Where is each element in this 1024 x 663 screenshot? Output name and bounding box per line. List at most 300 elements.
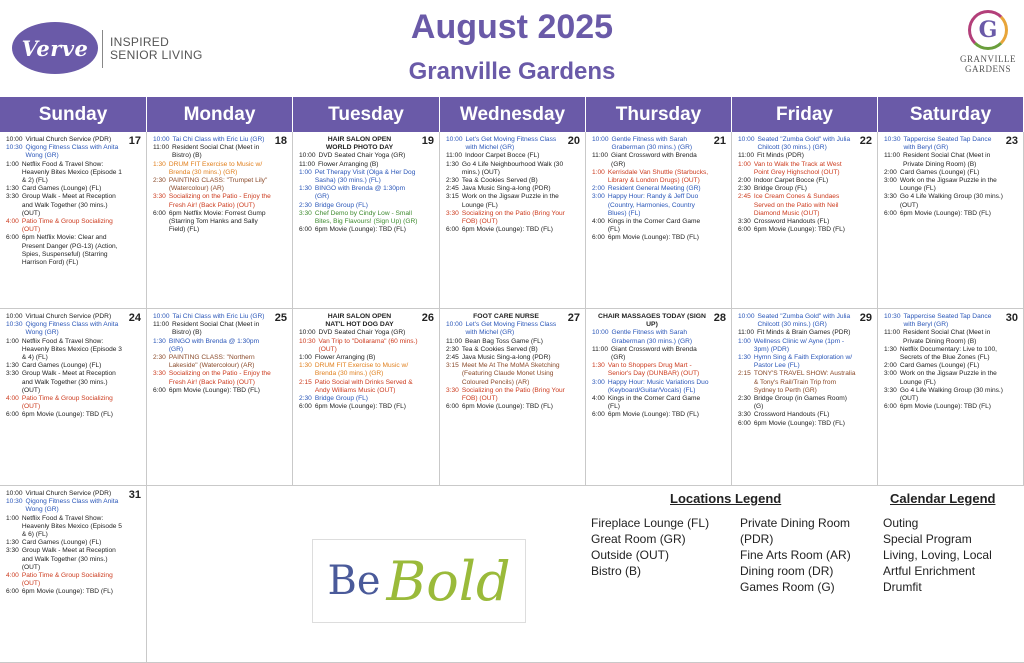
event-time: 11:00 xyxy=(738,329,755,337)
event-description: Work on the Jigsaw Puzzle in the Lounge (FL) xyxy=(899,177,997,193)
location-legend-item: Fine Arts Room (AR) xyxy=(740,548,851,562)
event-time: 10:00 xyxy=(153,313,170,320)
day-note: CHAIR MASSAGES TODAY (SIGN UP) xyxy=(598,313,706,329)
event-description: Socializing on the Patio - Enjoy the Fresh Air! (Back Patio) (OUT) xyxy=(168,370,271,386)
event-time: 1:00 xyxy=(6,160,19,168)
page-subtitle: Granville Gardens xyxy=(408,58,616,85)
day-cell-29[interactable] xyxy=(732,309,878,486)
calendar-legend-item-special: Special Program xyxy=(883,532,972,546)
event-item[interactable] xyxy=(6,234,127,267)
event-time: 10:00 xyxy=(738,136,755,143)
event-item[interactable] xyxy=(592,136,712,152)
event-item[interactable] xyxy=(446,161,566,177)
event-description: Bridge Group (in Games Room) (G) xyxy=(753,395,847,411)
calendar-legend-item-living: Living, Loving, Local xyxy=(883,548,992,562)
day-cell-19[interactable] xyxy=(293,132,440,309)
day-cell-20[interactable] xyxy=(440,132,586,309)
event-description: Seated "Zumba Gold" with Julia Chilcott (30 mins.) (GR) xyxy=(757,313,851,329)
event-item[interactable] xyxy=(446,136,566,152)
event-description: Go 4 Life Walking Group (30 mins.) (OUT) xyxy=(899,386,1003,403)
event-item[interactable] xyxy=(299,395,420,403)
day-header-friday: Friday xyxy=(732,97,877,132)
event-item[interactable] xyxy=(738,354,858,370)
event-description: 6pm Movie (Lounge): TBD (FL) xyxy=(899,403,991,411)
event-item[interactable] xyxy=(6,395,127,411)
gg-name-line-1: GRANVILLE xyxy=(960,54,1016,64)
event-item[interactable] xyxy=(738,218,858,226)
event-item[interactable] xyxy=(299,403,420,411)
event-item[interactable] xyxy=(153,354,273,370)
event-item[interactable] xyxy=(6,370,127,395)
event-description: Flower Arranging (B) xyxy=(318,160,379,168)
event-description: Wellness Clinic w/ Ayne (1pm - 3pm) (PDR) xyxy=(753,337,845,353)
event-item[interactable] xyxy=(6,411,127,419)
event-item[interactable] xyxy=(738,226,858,234)
event-time: 10:30 xyxy=(6,321,23,329)
event-item[interactable] xyxy=(592,395,712,411)
event-item[interactable] xyxy=(446,152,566,160)
location-legend-item: Bistro (B) xyxy=(591,564,642,578)
event-time: 2:00 xyxy=(592,185,605,193)
event-description: Java Music Sing-a-long (PDR) xyxy=(461,354,551,362)
event-description: 6pm Movie (Lounge): TBD (FL) xyxy=(314,226,406,234)
event-item[interactable] xyxy=(299,152,420,160)
event-item[interactable] xyxy=(592,152,712,168)
event-item[interactable] xyxy=(592,193,712,218)
event-item[interactable] xyxy=(6,515,127,540)
event-description: Happy Hour: Randy & Jeff Duo (Country, Harmonies, Country Blues) (FL) xyxy=(607,193,699,217)
event-item[interactable] xyxy=(446,387,566,403)
event-description: Netflix Food & Travel Show: Heavenly Bites Mexico (Episode 1 & 2) (FL) xyxy=(21,160,122,185)
event-item[interactable] xyxy=(738,370,858,395)
event-item[interactable] xyxy=(592,411,712,419)
event-item[interactable] xyxy=(6,498,127,514)
event-description: Van to Shoppers Drug Mart - Senior's Day (DUNBAR) (OUT) xyxy=(607,362,700,378)
event-time: 10:30 xyxy=(6,498,23,506)
event-time: 6:00 xyxy=(6,411,19,419)
event-time: 1:30 xyxy=(153,160,166,168)
event-item[interactable] xyxy=(6,490,127,498)
day-cell-18[interactable] xyxy=(147,132,293,309)
location-legend-item: Dining room (DR) xyxy=(740,564,834,578)
event-time: 1:30 xyxy=(299,362,312,370)
event-description: Resident Social Chat (Meet in Bistro) (B) xyxy=(172,321,260,337)
event-time: 11:00 xyxy=(299,160,316,168)
event-description: Fit Minds (PDR) xyxy=(757,152,804,160)
event-time: 3:00 xyxy=(592,378,605,386)
event-time: 6:00 xyxy=(884,209,897,217)
event-item[interactable] xyxy=(446,346,566,354)
event-description: 6pm Movie (Lounge): TBD (FL) xyxy=(461,226,553,234)
location-legend-item: Private Dining Room xyxy=(740,516,851,530)
event-item[interactable] xyxy=(299,379,420,395)
event-description: PAINTING CLASS: "Northern Lakeside" (Watercolour) (AR) xyxy=(168,354,255,370)
event-item[interactable] xyxy=(446,177,566,185)
event-item[interactable] xyxy=(592,185,712,193)
event-time: 6:00 xyxy=(738,226,751,234)
event-description: Work on the Jigsaw Puzzle in the Lounge (FL) xyxy=(461,193,559,209)
event-item[interactable] xyxy=(738,420,858,428)
event-description: Socializing on the Patio (Bring Your FOB) (OUT) xyxy=(461,209,565,226)
event-item[interactable] xyxy=(6,136,127,144)
event-item[interactable] xyxy=(299,338,420,354)
date-number: 25 xyxy=(274,312,287,324)
empty-cell xyxy=(147,486,293,663)
date-number: 27 xyxy=(567,312,580,324)
event-item[interactable] xyxy=(884,346,1004,362)
event-description: Chef Demo by Cindy Low - Small Bites, Big Flavours! (Sign Up) (GR) xyxy=(314,209,418,226)
event-item[interactable] xyxy=(6,572,127,588)
event-time: 11:00 xyxy=(592,345,609,353)
event-item[interactable] xyxy=(884,313,1004,329)
event-item[interactable] xyxy=(153,313,273,321)
event-description: Qigong Fitness Class with Anita Wong (GR) xyxy=(25,498,119,514)
granville-gardens-name xyxy=(958,54,1018,74)
event-time: 1:30 xyxy=(153,337,166,345)
day-cell-31[interactable] xyxy=(0,486,147,663)
event-time: 6:00 xyxy=(6,588,19,596)
event-description: Let's Get Moving Fitness Class with Michel (GR) xyxy=(465,136,557,152)
event-description: 6pm Movie (Lounge): TBD (FL) xyxy=(461,403,553,411)
event-item[interactable] xyxy=(6,161,127,186)
event-item[interactable] xyxy=(299,202,420,210)
event-time: 1:00 xyxy=(6,514,19,522)
event-description: 6pm Movie (Lounge): TBD (FL) xyxy=(168,386,260,394)
event-description: Group Walk - Meet at Reception and Walk Together (30 mins.) (OUT) xyxy=(21,193,116,217)
event-time: 1:00 xyxy=(6,337,19,345)
event-time: 3:30 xyxy=(153,370,166,378)
event-item[interactable] xyxy=(592,362,712,378)
event-description: 6pm Movie (Lounge): TBD (FL) xyxy=(21,588,113,596)
event-item[interactable] xyxy=(299,210,420,226)
event-item[interactable] xyxy=(884,370,1004,386)
event-description: Netflix Documentary: Live to 100, Secrets of the Blue Zones (FL) xyxy=(899,345,997,362)
event-description: Indoor Carpet Bocce (FL) xyxy=(465,152,540,160)
event-time: 3:30 xyxy=(446,209,459,217)
day-cell-28[interactable] xyxy=(586,309,732,486)
event-item[interactable] xyxy=(6,313,127,321)
day-header-saturday: Saturday xyxy=(878,97,1023,132)
event-description: 6pm Movie (Lounge): TBD (FL) xyxy=(607,411,699,419)
event-description: Patio Social with Drinks Served & Andy Williams Music (OUT) xyxy=(314,378,413,394)
event-description: Qigong Fitness Class with Anita Wong (GR) xyxy=(25,144,119,160)
event-time: 3:00 xyxy=(592,193,605,201)
date-number: 29 xyxy=(859,312,872,324)
date-number: 20 xyxy=(567,135,580,147)
event-description: 6pm Movie (Lounge): TBD (FL) xyxy=(753,226,845,234)
day-header-sunday: Sunday xyxy=(0,97,146,132)
location-legend-item: (PDR) xyxy=(740,532,774,546)
event-description: Tappercise Seated Tap Dance with Beryl (GR) xyxy=(903,313,992,329)
event-item[interactable] xyxy=(884,329,1004,345)
event-time: 1:00 xyxy=(738,337,751,345)
event-description: Bridge Group (FL) xyxy=(753,185,807,193)
event-item[interactable] xyxy=(738,177,858,185)
event-item[interactable] xyxy=(446,321,566,337)
event-time: 2:00 xyxy=(884,362,897,370)
event-item[interactable] xyxy=(738,313,858,329)
event-time: 3:00 xyxy=(884,370,897,378)
event-description: Seated "Zumba Gold" with Julia Chilcott (30 mins.) (GR) xyxy=(757,136,851,152)
event-description: Group Walk - Meet at Reception and Walk Together (30 mins.) (OUT) xyxy=(21,370,116,394)
day-note: HAIR SALON OPEN xyxy=(327,313,392,320)
event-time: 10:00 xyxy=(446,321,463,329)
event-description: Kings in the Corner Card Game (FL) xyxy=(607,395,701,411)
event-item[interactable] xyxy=(299,169,420,185)
event-item[interactable] xyxy=(592,329,712,345)
event-time: 4:00 xyxy=(6,218,19,226)
event-item[interactable] xyxy=(299,226,420,234)
event-description: Resident Social Chat (Meet in Private Dining Room) (B) xyxy=(903,329,991,345)
day-cell-17[interactable] xyxy=(0,132,147,309)
event-description: Socializing on the Patio - Enjoy the Fresh Air! (Back Patio) (OUT) xyxy=(168,193,271,209)
event-description: Socializing on the Patio (Bring Your FOB) (OUT) xyxy=(461,386,565,403)
event-item[interactable] xyxy=(6,193,127,218)
tagline-line-2: SENIOR LIVING xyxy=(110,48,203,62)
date-number: 17 xyxy=(128,135,141,147)
event-time: 6:00 xyxy=(592,234,605,242)
event-time: 10:00 xyxy=(299,152,316,160)
event-item[interactable] xyxy=(738,161,858,177)
event-description: Tea & Cookies Served (B) xyxy=(461,177,538,185)
event-item[interactable] xyxy=(738,152,858,160)
event-item[interactable] xyxy=(6,588,127,596)
event-time: 3:15 xyxy=(446,193,459,201)
day-note: WORLD PHOTO DAY xyxy=(325,144,394,152)
event-description: Resident Social Chat (Meet in Private Dining Room) (B) xyxy=(903,152,991,168)
day-cell-25[interactable] xyxy=(147,309,293,486)
event-description: Meet Me At The MoMA Sketching (Featuring Claude Monet Using Coloured Pencils) (AR) xyxy=(461,362,560,386)
event-item[interactable] xyxy=(884,152,1004,168)
event-time: 6:00 xyxy=(6,234,19,242)
location-legend-item: Great Room (GR) xyxy=(591,532,686,546)
event-item[interactable] xyxy=(884,403,1004,411)
event-time: 10:00 xyxy=(153,136,170,143)
event-item[interactable] xyxy=(153,161,273,177)
event-time: 2:15 xyxy=(299,378,312,386)
event-time: 1:30 xyxy=(592,362,605,370)
event-time: 11:00 xyxy=(884,329,901,337)
event-time: 2:45 xyxy=(446,185,459,193)
event-item[interactable] xyxy=(446,210,566,226)
event-description: TONY'S TRAVEL SHOW: Australia & Tony's Rail/Train Trip from Sydney to Perth (GR) xyxy=(753,370,856,394)
event-item[interactable] xyxy=(6,185,127,193)
event-item[interactable] xyxy=(6,321,127,337)
day-header-wednesday: Wednesday xyxy=(440,97,585,132)
event-time: 4:00 xyxy=(592,395,605,403)
event-item[interactable] xyxy=(299,329,420,337)
event-item[interactable] xyxy=(884,210,1004,218)
event-item[interactable] xyxy=(446,338,566,346)
event-description: Group Walk - Meet at Reception and Walk Together (30 mins.) (OUT) xyxy=(21,547,116,571)
event-description: Go 4 Life Walking Group (30 mins.) (OUT) xyxy=(899,193,1003,209)
event-item[interactable] xyxy=(299,185,420,201)
event-item[interactable] xyxy=(446,226,566,234)
event-description: Work on the Jigsaw Puzzle in the Lounge (FL) xyxy=(899,370,997,386)
event-item[interactable] xyxy=(738,395,858,411)
event-item[interactable] xyxy=(446,362,566,387)
event-time: 11:00 xyxy=(153,321,170,329)
event-item[interactable] xyxy=(592,218,712,234)
event-description: Netflix Food & Travel Show: Heavenly Bites Mexico (Episode 5 & 6) (FL) xyxy=(21,514,122,539)
event-item[interactable] xyxy=(446,193,566,209)
event-item[interactable] xyxy=(153,321,273,337)
event-description: Tea & Cookies Served (B) xyxy=(461,345,538,353)
event-time: 10:00 xyxy=(738,313,755,320)
event-time: 3:30 xyxy=(738,411,751,419)
event-description: BINGO with Brenda @ 1:30pm (GR) xyxy=(168,337,260,353)
event-item[interactable] xyxy=(153,177,273,193)
event-item[interactable] xyxy=(738,193,858,218)
event-item[interactable] xyxy=(592,346,712,362)
event-item[interactable] xyxy=(446,403,566,411)
tagline xyxy=(110,36,203,62)
verve-logo-text: Verve xyxy=(21,35,89,61)
event-item[interactable] xyxy=(738,136,858,152)
granville-gardens-mark: G xyxy=(968,10,1008,50)
event-description: 6pm Movie (Lounge): TBD (FL) xyxy=(314,403,406,411)
event-item[interactable] xyxy=(153,193,273,209)
event-description: Resident Social Chat (Meet in Bistro) (B) xyxy=(172,144,260,160)
event-item[interactable] xyxy=(153,144,273,160)
event-description: Netflix Food & Travel Show: Heavenly Bites Mexico (Episode 3 & 4) (FL) xyxy=(21,337,122,362)
event-item[interactable] xyxy=(592,234,712,242)
event-time: 10:00 xyxy=(6,136,23,143)
event-time: 10:00 xyxy=(299,329,316,337)
date-number: 18 xyxy=(274,135,287,147)
event-item[interactable] xyxy=(6,547,127,572)
verve-logo xyxy=(12,22,98,74)
event-description: DRUM FIT Exercise to Music w/ Brenda (30 mins.) (GR) xyxy=(314,362,409,378)
event-time: 6:00 xyxy=(299,403,312,411)
event-description: Flower Arranging (B) xyxy=(314,354,376,362)
event-description: Van Trip to "Dollarama" (60 mins.) (OUT) xyxy=(318,337,418,353)
event-item[interactable] xyxy=(6,539,127,547)
event-item[interactable] xyxy=(6,362,127,370)
event-item[interactable] xyxy=(592,169,712,185)
event-item[interactable] xyxy=(153,136,273,144)
calendar-legend-item-artful: Artful Enrichment xyxy=(883,564,976,578)
event-time: 1:00 xyxy=(738,160,751,168)
event-item[interactable] xyxy=(153,387,273,395)
date-number: 26 xyxy=(421,312,434,324)
event-item[interactable] xyxy=(738,338,858,354)
event-item[interactable] xyxy=(738,329,858,337)
event-time: 11:00 xyxy=(884,152,901,160)
location-legend-item: Outside (OUT) xyxy=(591,548,670,562)
event-time: 1:00 xyxy=(592,168,605,176)
event-time: 6:00 xyxy=(738,419,751,427)
event-item[interactable] xyxy=(299,161,420,169)
event-item[interactable] xyxy=(884,169,1004,177)
event-item[interactable] xyxy=(446,354,566,362)
event-time: 11:00 xyxy=(446,152,463,160)
event-item[interactable] xyxy=(153,210,273,235)
event-description: Let's Get Moving Fitness Class with Michel (GR) xyxy=(465,321,557,337)
event-description: Gentle Fitness with Sarah Graberman (30 mins.) (GR) xyxy=(611,329,693,345)
event-item[interactable] xyxy=(299,362,420,378)
event-time: 3:30 xyxy=(6,370,19,378)
event-description: Tappercise Seated Tap Dance with Beryl (GR) xyxy=(903,136,992,152)
event-time: 3:30 xyxy=(299,209,312,217)
event-time: 3:30 xyxy=(446,386,459,394)
event-description: Go 4 Life Neighbourhood Walk (30 mins.) (OUT) xyxy=(461,160,564,176)
event-description: PAINTING CLASS: "Trumpet Lily" (Watercolour) (AR) xyxy=(168,177,268,193)
event-item[interactable] xyxy=(446,185,566,193)
event-time: 10:00 xyxy=(6,490,23,497)
event-item[interactable] xyxy=(738,411,858,419)
event-time: 3:30 xyxy=(6,193,19,201)
event-item[interactable] xyxy=(884,136,1004,152)
event-item[interactable] xyxy=(6,144,127,160)
date-number: 31 xyxy=(128,489,141,501)
calendar-legend-title: Calendar Legend xyxy=(890,491,996,506)
event-description: Card Games (Lounge) (FL) xyxy=(21,362,102,370)
event-item[interactable] xyxy=(6,338,127,363)
event-item[interactable] xyxy=(299,354,420,362)
event-item[interactable] xyxy=(738,185,858,193)
event-item[interactable] xyxy=(153,370,273,386)
event-description: Patio Time & Group Socializing (OUT) xyxy=(21,395,113,411)
day-cell-21[interactable] xyxy=(586,132,732,309)
day-cell-27[interactable] xyxy=(440,309,586,486)
event-description: Indoor Carpet Bocce (FL) xyxy=(753,177,829,185)
event-time: 11:00 xyxy=(738,152,755,160)
event-time: 3:30 xyxy=(738,218,751,226)
event-time: 6:00 xyxy=(884,403,897,411)
event-time: 3:30 xyxy=(884,386,897,394)
event-time: 1:00 xyxy=(299,354,312,362)
day-header-thursday: Thursday xyxy=(586,97,731,132)
day-cell-23[interactable] xyxy=(878,132,1024,309)
event-item[interactable] xyxy=(6,218,127,234)
event-description: BINGO with Brenda @ 1:30pm (GR) xyxy=(314,185,406,201)
event-description: Happy Hour: Music Variations Duo (Keyboard/Guitar/Vocals) (FL) xyxy=(607,378,709,394)
event-time: 2:30 xyxy=(446,177,459,185)
day-cell-24[interactable] xyxy=(0,309,147,486)
event-time: 2:30 xyxy=(153,354,166,362)
day-cell-22[interactable] xyxy=(732,132,878,309)
event-time: 6:00 xyxy=(446,226,459,234)
event-description: Resident General Meeting (GR) xyxy=(607,185,701,193)
event-item[interactable] xyxy=(592,379,712,395)
event-item[interactable] xyxy=(884,387,1004,403)
event-item[interactable] xyxy=(153,338,273,354)
event-description: Crossword Handouts (FL) xyxy=(753,411,830,419)
event-description: DVD Seated Chair Yoga (GR) xyxy=(318,152,406,160)
event-description: Qigong Fitness Class with Anita Wong (GR) xyxy=(25,321,119,337)
event-item[interactable] xyxy=(884,193,1004,209)
day-note: FOOT CARE NURSE xyxy=(473,313,539,320)
event-description: Hymn Sing & Faith Exploration w/ Pastor Lee (FL) xyxy=(753,354,853,370)
day-cell-26[interactable] xyxy=(293,309,440,486)
day-cell-30[interactable] xyxy=(878,309,1024,486)
event-description: 6pm Netflix Movie: Forrest Gump (Starring Tom Hanks and Sally Field) (FL) xyxy=(168,209,266,234)
event-time: 4:00 xyxy=(6,395,19,403)
calendar-legend-item-outing: Outing xyxy=(883,516,919,530)
event-description: Giant Crossword with Brenda (GR) xyxy=(611,345,697,362)
be-bold-word-be: Be xyxy=(327,558,381,604)
event-time: 1:30 xyxy=(884,345,897,353)
event-item[interactable] xyxy=(884,177,1004,193)
event-description: Van to Walk the Track at West Point Grey Highschool (OUT) xyxy=(753,160,842,176)
event-time: 1:30 xyxy=(738,354,751,362)
tagline-line-1: INSPIRED xyxy=(110,35,170,49)
location-legend-item: Games Room (G) xyxy=(740,580,835,594)
event-item[interactable] xyxy=(884,362,1004,370)
calendar-header xyxy=(0,0,1024,96)
event-description: Card Games (Lounge) (FL) xyxy=(899,362,980,370)
